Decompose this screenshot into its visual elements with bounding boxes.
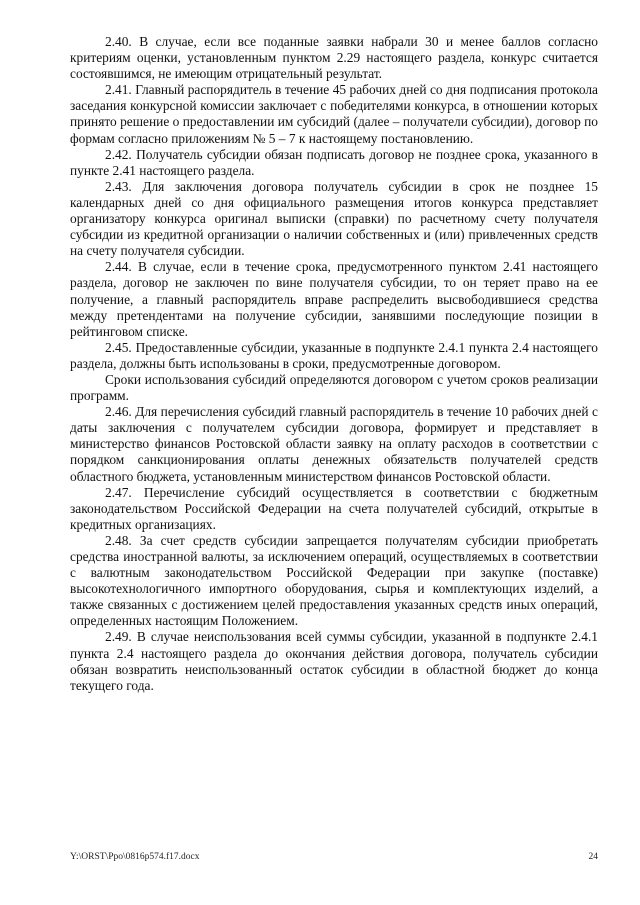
paragraph-2-45: 2.45. Предоставленные субсидии, указанные в подпункте 2.4.1 пункта 2.4 настоящего раздела, должны быть использованы в сроки, предусмотренные договором. <box>70 339 598 371</box>
paragraph-subsidy-terms: Сроки использования субсидий определяются договором с учетом сроков реализации программ. <box>70 371 598 404</box>
footer-file-path: Y:\ORST\Ppo\0816p574.f17.docx <box>70 852 200 862</box>
paragraph-2-42: 2.42. Получатель субсидии обязан подписать договор не позднее срока, указанного в пункте 2.41 настоящего раздела. <box>70 146 598 178</box>
document-page <box>70 34 598 694</box>
page-number: 24 <box>588 852 598 862</box>
paragraph-2-41: 2.41. Главный распорядитель в течение 45 рабочих дней со дня подписания протокола заседания конкурсной комиссии заключает с победителями конкурса, в отношении которых принято решение о предоставлении им субсидий (далее – получатели субсидии), договор по формам согласно приложениям № 5 – 7 к настоящему постановлению. <box>70 82 598 146</box>
paragraph-2-46: 2.46. Для перечисления субсидий главный распорядитель в течение 10 рабочих дней с даты заключения с получателем субсидии договора, формирует и представляет в министерство финансов Ростовской области заявку на оплату расходов в соответствии с порядком санкционирования оплаты денежных обязательств получателей средств областного бюджета, установленным министерством финансов Ростовской области. <box>70 404 598 484</box>
paragraph-2-40: 2.40. В случае, если все поданные заявки набрали 30 и менее баллов согласно критериям оценки, установленным пунктом 2.29 настоящего раздела, конкурс считается состоявшимся, не имеющим отрицательный результат. <box>70 34 598 82</box>
paragraph-2-49: 2.49. В случае неиспользования всей суммы субсидии, указанной в подпункте 2.4.1 пункта 2.4 настоящего раздела до окончания действия договора, получатель субсидии обязан возвратить неиспользованный остаток субсидии в областной бюджет до конца текущего года. <box>70 629 598 693</box>
paragraph-2-48: 2.48. За счет средств субсидии запрещается получателям субсидии приобретать средства иностранной валюты, за исключением операций, осуществляемых в соответствии с валютным законодательством Российской Федерации при закупке (поставке) высокотехнологичного импортного оборудования, сырья и комплектующих изделий, а также связанных с достижением целей предоставления указанных средств иных операций, определенных настоящим Положением. <box>70 532 598 629</box>
paragraph-2-43: 2.43. Для заключения договора получатель субсидии в срок не позднее 15 календарных дней со дня официального размещения итогов конкурса представляет организатору конкурса оригинал выписки (справки) по расчетному счету получателя субсидии из кредитной организации о наличии собственных и (или) привлеченных средств на счету получателя субсидии. <box>70 178 598 259</box>
paragraph-2-47: 2.47. Перечисление субсидий осуществляется в соответствии с бюджетным законодательством Российской Федерации на счета получателей субсидий, открытые в кредитных организациях. <box>70 484 598 532</box>
paragraph-2-44: 2.44. В случае, если в течение срока, предусмотренного пунктом 2.41 настоящего раздела, договор не заключен по вине получателя субсидии, то он теряет право на ее получение, а главный распорядитель вправе распределить высвободившиеся средства между претендентами на получение субсидии, занявшими последующие позиции в рейтинговом списке. <box>70 259 598 339</box>
